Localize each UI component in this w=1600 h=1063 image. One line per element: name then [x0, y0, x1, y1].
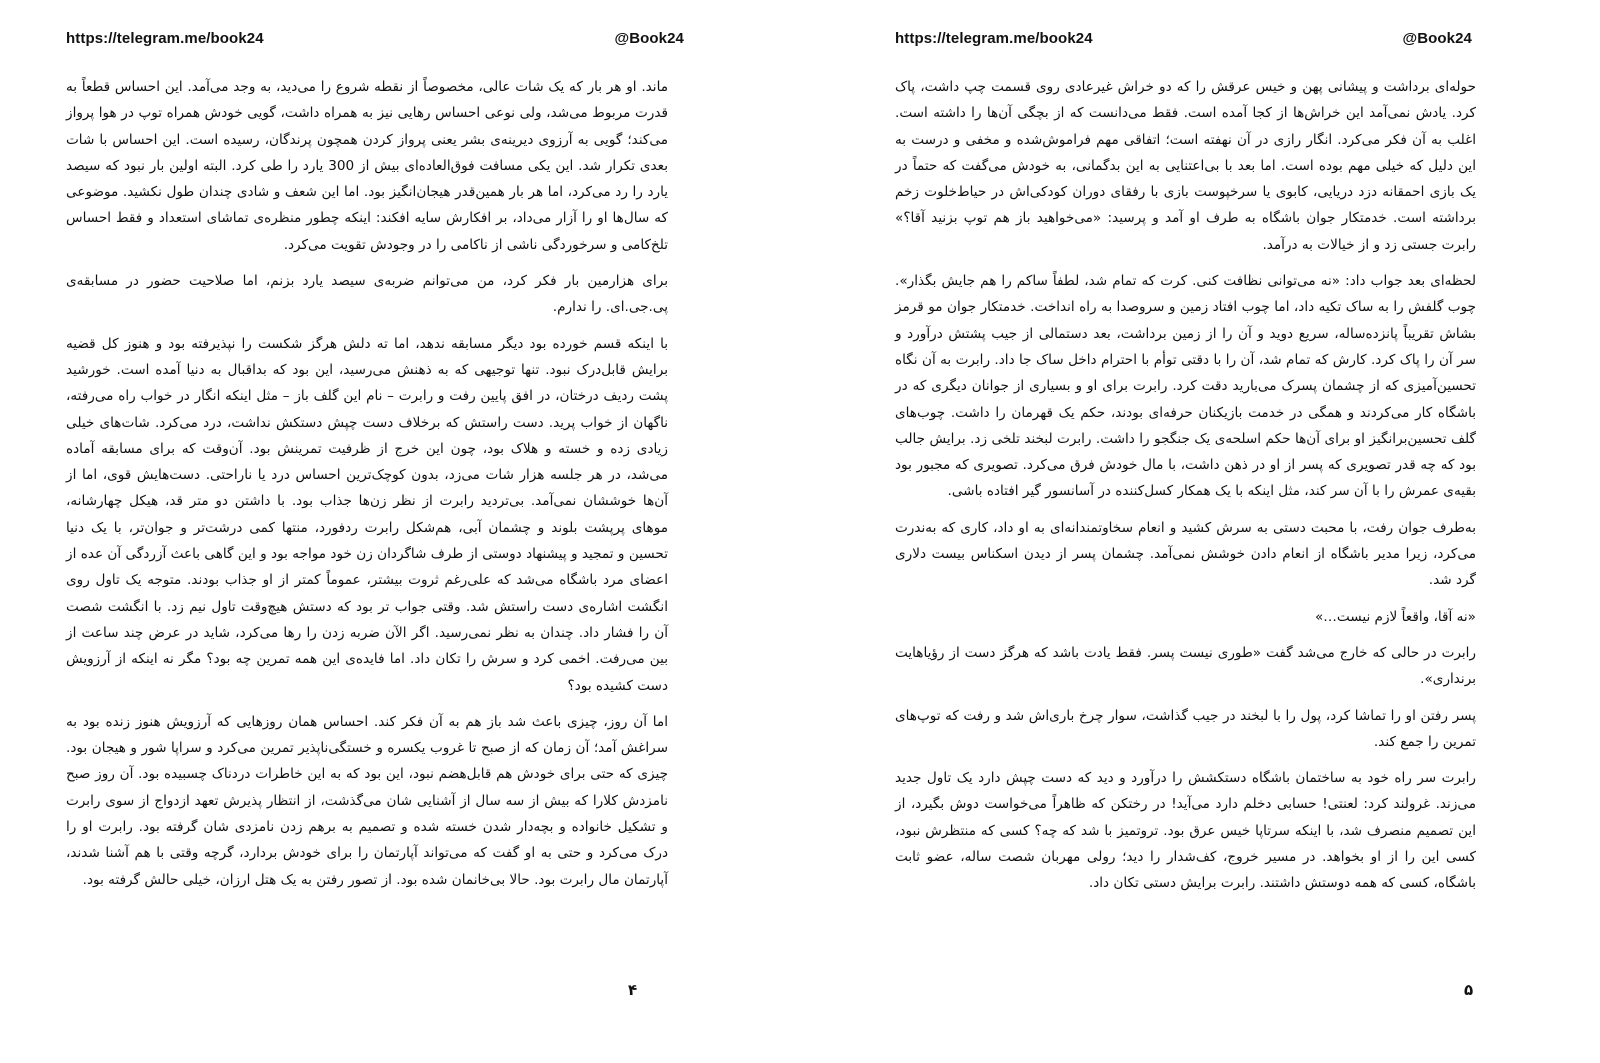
paragraph: با اینکه قسم خورده بود دیگر مسابقه ندهد، اما ته دلش هرگز شکست را نپذیرفته بود و هنوز کل قضیه برایش قابل‌درک نبود. تنها توجیهی که به ذهنش می‌رسید، این بود که بداقبال به دنیا آمده است. خورشید پشت ردیف درختان، در افق پایین رفت و رابرت – نام این گلف باز – مثل اینکه انگار در خواب راه می‌رفته، ناگهان از خواب پرید. دست راستش که برخلاف دست چپش دستکش نداشت، درد می‌کرد. شات‌های خیلی زیادی زده و خسته و هلاک بود، چون این خرج از ظرفیت تمرینش بود. آن‌وقت که برای مسابقه آماده می‌شد، در هر جلسه هزار شات می‌زد، بدون کوچک‌ترین احساس درد یا ناراحتی. دست‌هایش قوی، اما از آن‌ها خوششان نمی‌آمد. بی‌تردید رابرت از نظر زن‌ها جذاب بود. با داشتن دو متر قد، هیکل چهارشانه، موهای پرپشت بلوند و چشمان آبی، هم‌شکل رابرت ردفورد، منتها کمی درشت‌تر و جوان‌تر، با یک دنیا تحسین و تمجید و پیشنهاد دوستی از طرف شاگردان زن خود مواجه بود و این گاهی باعث آزردگی آن عده از اعضای مرد باشگاه می‌شد که علی‌رغم ثروت بیشتر، عموماً کمتر از او جذاب بودند. متوجه یک تاول روی انگشت اشاره‌ی دست راستش شد. وقتی جواب تر بود که دستش هیچ‌وقت تاول نیم زد. با انگشت شصت آن را فشار داد. چندان به نظر نمی‌رسید. اگر الآن ضربه زدن را رها می‌کرد، شاید در عرض چند ساعت از بین می‌رفت. اخمی کرد و سرش را تکان داد. اما فایده‌ی این همه تمرین چه بود؟ مگر نه اینکه از آرزویش دست کشیده بود؟ [66, 335, 668, 694]
header-handle: @Book24 [614, 30, 684, 47]
paragraph: اما آن روز، چیزی باعث شد باز هم به آن فکر کند. احساس همان روزهایی که آرزویش هنوز زنده بود به سراغش آمد؛ آن زمان که از صبح تا غروب یکسره و خستگی‌ناپذیر تمرین می‌کرد و سراپا شور و هیجان بود. چیزی که حتی برای خودش هم قابل‌هضم نبود، این بود که به این خاطرات دردناک چسبیده بود. آن روز صبح نامزدش کلارا که بیش از سه سال از آشنایی شان می‌گذشت، از انتظار پذیرش تعهد ازدواج از سوی رابرت و تشکیل خانواده و بچه‌دار شدن خسته شده و تصمیم به برهم زدن نامزدی شان گرفته بود. رابرت او را درک می‌کرد و حتی به او گفت که می‌تواند آپارتمان را برای خودش بردارد، گرچه وقتی با هم آشنا شدند، آپارتمان مال رابرت بود. حالا بی‌خانمان شده بود. از تصور رفتن به یک هتل ارزان، خیلی حالش گرفته بود. [66, 713, 668, 888]
paragraph: به‌طرف جوان رفت، با محبت دستی به سرش کشید و انعام سخاوتمندانه‌ای به او داد، کاری که به‌ندرت می‌کرد، زیرا مدیر باشگاه از انعام دادن خوشش نمی‌آمد. چشمان پسر از دیدن اسکناس بیست دلاری گرد شد. [895, 519, 1476, 589]
paragraph: ماند. او هر بار که یک شات عالی، مخصوصاً از نقطه شروع را می‌دید، به وجد می‌آمد. این احساس قطعاً به قدرت مربوط می‌شد، ولی نوعی احساس رهایی نیز به همراه داشت، گویی خودش همراه توپ در هوا پرواز می‌کند؛ گویی به آرزوی دیرینه‌ی بشر یعنی پرواز کردن همچون پرندگان، رسیده است. این احساس با شات بعدی تکرار شد. این یکی مسافت فوق‌العاده‌ای بیش از 300 یارد را طی کرد. البته اولین بار نبود که سیصد یارد را رد می‌کرد، اما هر بار همین‌قدر هیجان‌انگیز بود. اما این شعف و شادی چندان طول نکشید. موضوعی که سال‌ها او را آزار می‌داد، بر افکارش سایه افکند: اینکه چطور منظره‌ی تماشای استعداد و فقط احساس تلخ‌کامی و سرخوردگی ناشی از ناکامی را در وجودش تقویت می‌کرد. [66, 79, 669, 253]
paragraph: برای هزارمین بار فکر کرد، من می‌توانم ضربه‌ی سیصد یارد بزنم، اما صلاحیت حضور در مسابقه‌ی پی.جی.ای. را ندارم. [66, 273, 668, 316]
page-number: ۵ [1464, 981, 1474, 999]
page-right [800, 0, 1600, 1063]
paragraph: رابرت در حالی که خارج می‌شد گفت «طوری نیست پسر. فقط یادت باشد که هرگز دست از رؤیاهایت برنداری». [895, 644, 1476, 688]
paragraph: حوله‌ای برداشت و پیشانی پهن و خیس عرقش را که دو خراش غیرعادی روی قسمت چپ داشت، پاک کرد. یادش نمی‌آمد این خراش‌ها از کجا آمده است. فقط می‌دانست که از بچگی آن‌ها را داشته است. اغلب به آن فکر می‌کرد. انگار رازی در آن نهفته است؛ اتفاقی مهم فراموش‌شده و مخفی و درست به این دلیل که خیلی مهم بوده است. اما بعد با بی‌اعتنایی به این بدگمانی، به خودش می‌گفت که حتماً در یک بازی احمقانه دزد دریایی، کابوی یا سرخپوست بازی با رفقای دوران کودکی‌اش در حیاط‌خلوت زخم برداشته است. خدمتکار جوان باشگاه به طرف او آمد و پرسید: «می‌خواهید باز هم توپ بزنید آقا؟» رابرت جستی زد و از خیالات به درآمد. [895, 79, 1476, 253]
paragraph: لحظه‌ای بعد جواب داد: «نه می‌توانی نظافت کنی. کرت که تمام شد، لطفاً ساکم را هم جایش بگذار». چوب گلفش را به ساک تکیه داد، اما چوب افتاد زمین و سروصدا به راه انداخت. خدمتکار جوان مو قرمز بشاش تقریباً پانزده‌ساله، سریع دوید و آن را از زمین برداشت، بعد دستمالی از جیب پشتش درآورد و سر آن را پاک کرد. کارش که تمام شد، آن را با دقتی توأم با احترام داخل ساک جا داد. رابرت به آن نگاه تحسین‌آمیزی که از چشمان پسرک می‌بارید دقت کرد. رابرت برای او و بسیاری از جوانان دیگری که در باشگاه کار می‌کردند و همگی در خدمت بازیکنان حرفه‌ای بودند، حکم یک قهرمان را داشت. چوب‌های گلف تحسین‌برانگیز او برای آن‌ها حکم اسلحه‌ی یک جنگجو را داشت. رابرت لبخند تلخی زد. برایش جالب بود که چه قدر تصویری که پسر از او در ذهن داشت، با مال خودش فرق می‌کرد. تصویری که مجبور بود بقیه‌ی عمرش را با آن سر کند، مثل اینکه با یک همکار کسل‌کننده در آسانسور گیر افتاده باشی. [895, 273, 1476, 500]
page-body [895, 74, 1476, 907]
header-handle: @Book24 [1402, 30, 1472, 47]
page-body [66, 74, 668, 903]
paragraph: رابرت سر راه خود به ساختمان باشگاه دستکشش را درآورد و دید که دست چپش دارد یک تاول جدید می‌زند. غرولند کرد: لعنتی! حسابی دخلم دارد می‌آید! در رختکن که ظاهراً می‌خواست دوش بگیرد، از این تصمیم منصرف شد، با اینکه سرتاپا خیس عرق بود. تروتمیز با شد که چه؟ کسی که منتظرش نبود، کسی این را از او بخواهد. در مسیر خروج، کف‌شدار را دید؛ رولی مهربان شصت ساله، عضو ثابت باشگاه، کسی که همه دوستش داشتند. رابرت برایش دستی تکان داد. [895, 770, 1476, 892]
header-url: https://telegram.me/book24 [895, 30, 1093, 47]
page-number: ۴ [628, 981, 638, 999]
header-url: https://telegram.me/book24 [66, 30, 264, 47]
paragraph: «نه آقا، واقعاً لازم نیست…» [1314, 608, 1476, 625]
paragraph: پسر رفتن او را تماشا کرد، پول را با لبخند در جیب گذاشت، سوار چرخ باری‌اش شد و رفت که توپ‌های تمرین را جمع کند. [895, 707, 1476, 750]
